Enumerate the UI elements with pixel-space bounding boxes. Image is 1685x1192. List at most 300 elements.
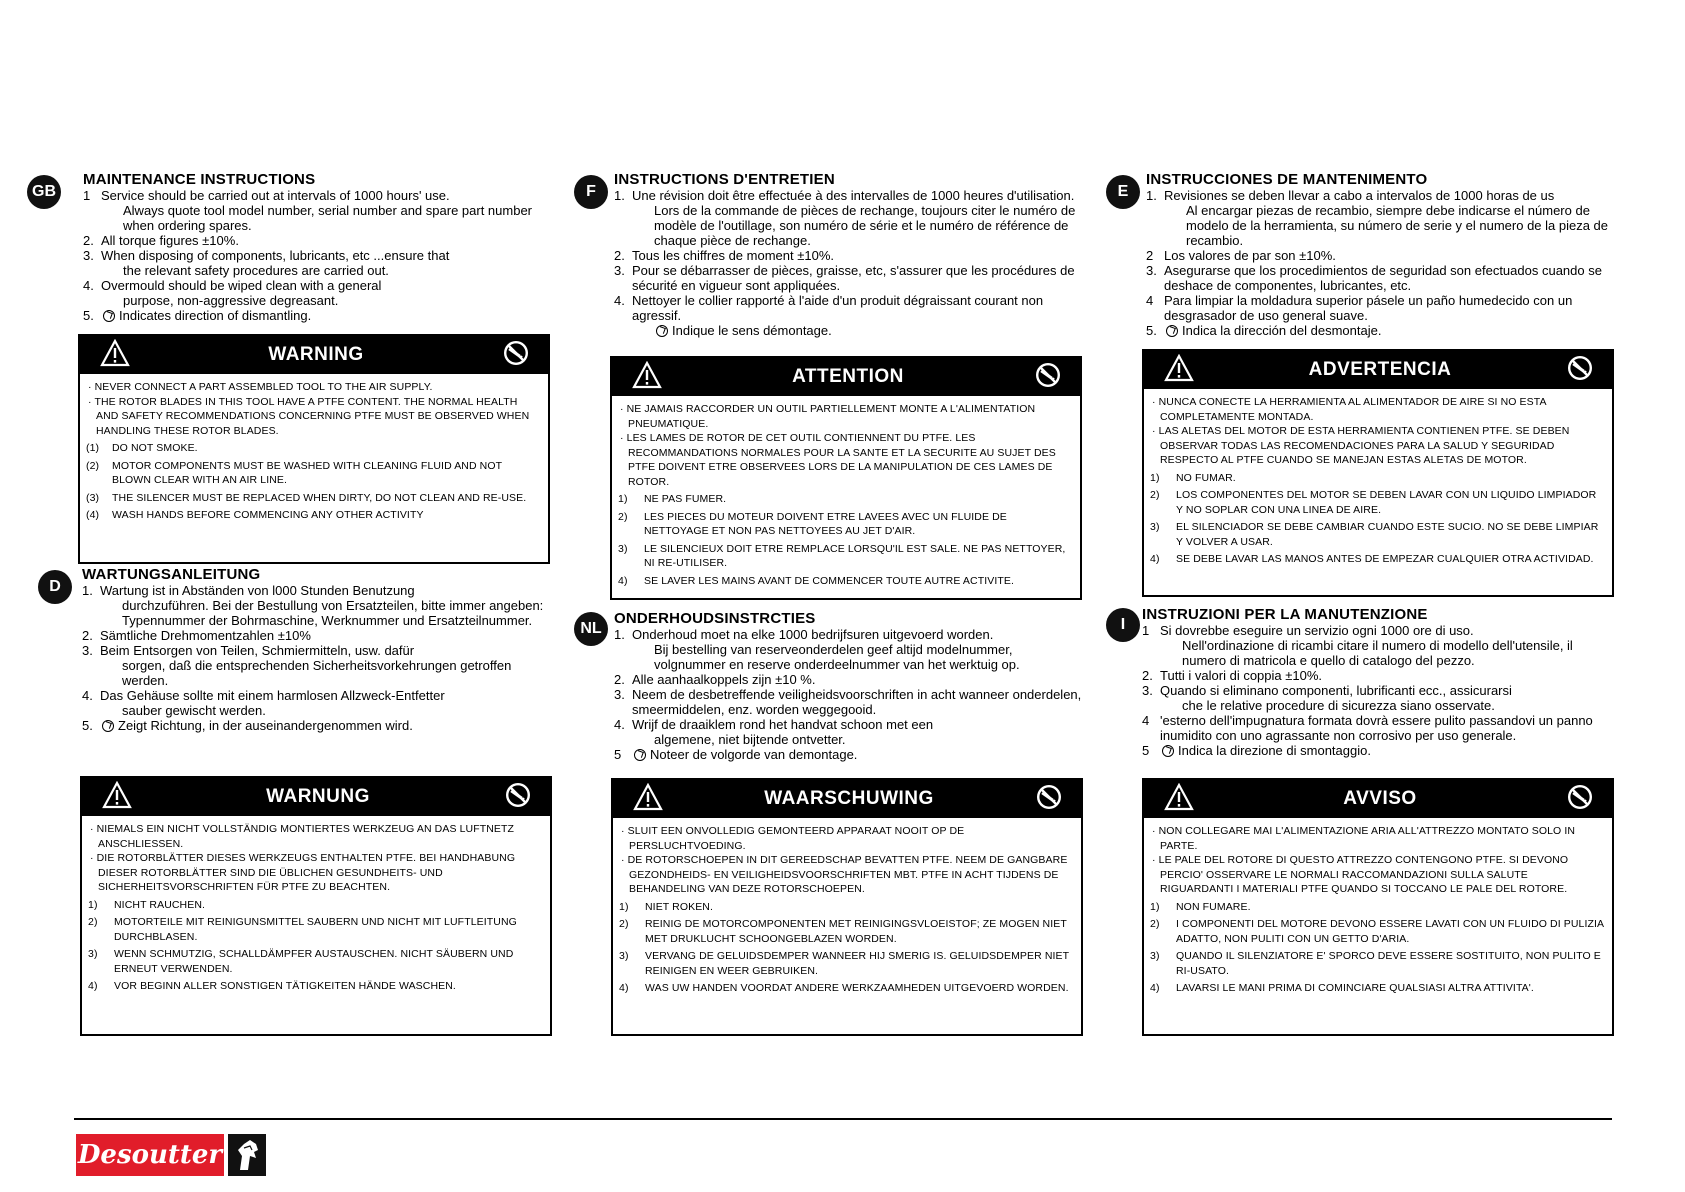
- warning-item-text: VOR BEGINN ALLER SONSTIGEN TÄTIGKEITEN HÄNDE WASCHEN.: [114, 980, 456, 992]
- bullet-dot: ·: [88, 381, 95, 393]
- instruction-number: 4.: [614, 717, 625, 732]
- instruction-subtext-content: Always quote tool model number, serial number and spare part number when ordering spares.: [123, 203, 532, 233]
- warning-item-text: QUANDO IL SILENZIATORE E' SPORCO DEVE ESSERE SOSTITUITO, NON PULITO E RI-USATO.: [1176, 950, 1601, 977]
- warning-bullet: [1150, 395, 1604, 424]
- warning-bullet-text: DIE ROTORBLÄTTER DIESES WERKZEUGS ENTHALTEN PTFE. BEI HANDHABUNG DIESER ROTORBLÄTTER SIND DIE ÜBLICHEN GESUNDHEITS- UND SICHERHEITSVORSCHRIFTEN FÜR PTFE ZU BEACHTEN.: [96, 852, 516, 893]
- warning-item-text: NON FUMARE.: [1176, 900, 1251, 913]
- instruction-subtext-content: Bij bestelling van reserveonderdelen geef altijd modelnummer, volgnummer en reserve onderdeelnummer van het werktuig op.: [654, 642, 1020, 672]
- footer-rule: [74, 1118, 1612, 1120]
- instruction-text-block: [1160, 743, 1612, 758]
- bullet-dot: ·: [1152, 425, 1159, 437]
- bullet-dot: ·: [1152, 396, 1159, 408]
- warning-item-number: 2): [88, 916, 98, 928]
- bullet-dot: ·: [1152, 825, 1159, 837]
- warning-item-number: 4): [1150, 982, 1160, 994]
- instruction-subtext: [1160, 638, 1612, 668]
- instruction-subtext-content: Al encargar piezas de recambio, siempre debe indicarse el número de modelo de la herramienta, su número de serie y el numero de la pieza de recambio.: [1186, 203, 1609, 248]
- section-title: INSTRUCCIONES DE MANTENIMENTO: [1146, 171, 1428, 188]
- instruction-text: Asegurarse que los procedimientos de seguridad son efectuados cuando se deshace de componentes, lubricantes, etc.: [1164, 263, 1602, 293]
- warning-item: [1150, 900, 1604, 915]
- warning-item: [88, 979, 542, 994]
- warning-item-text: SE LAVER LES MAINS AVANT DE COMMENCER TOUTE AUTRE ACTIVITE.: [644, 574, 1014, 587]
- instruction-item: [1142, 683, 1612, 713]
- instruction-number: 2.: [1142, 668, 1153, 683]
- instruction-subtext: [632, 642, 1084, 672]
- instruction-item: [614, 248, 1084, 263]
- instruction-number: 4.: [82, 688, 93, 703]
- instruction-subtext-content: che le relative procedure di sicurezza siano osservate.: [1182, 698, 1495, 713]
- warning-item: [86, 508, 540, 523]
- instruction-number: 2.: [614, 672, 625, 687]
- instruction-number: 1.: [1146, 188, 1157, 203]
- warning-item-number: 4): [618, 574, 628, 587]
- instruction-text: Alle aanhaalkoppels zijn ±10 %.: [632, 672, 816, 687]
- warning-item-text: LES PIECES DU MOTEUR DOIVENT ETRE LAVEES AVEC UN FLUIDE DE NETTOYAGE ET NON PAS NETTOYEES AU JET D'AIR.: [644, 510, 1007, 537]
- instruction-text: All torque figures ±10%.: [101, 233, 239, 248]
- warning-item-text: NO FUMAR.: [1176, 471, 1236, 484]
- instruction-item: [614, 263, 1084, 293]
- instruction-text: Pour se débarrasser de pièces, graisse, etc, s'assurer que les procédures de sécurité en vigueur sont appliquées.: [632, 263, 1075, 293]
- horse-head-icon: [228, 1134, 266, 1176]
- warning-item-text: LAVARSI LE MANI PRIMA DI COMINCIARE QUALSIASI ALTRA ATTIVITA'.: [1176, 982, 1534, 994]
- warning-bullet-text: THE ROTOR BLADES IN THIS TOOL HAVE A PTFE CONTENT. THE NORMAL HEALTH AND SAFETY RECOMMENDATIONS CONCERNING PTFE MUST BE OBSERVED WHEN HANDLING THESE ROTOR BLADES.: [94, 395, 530, 437]
- warning-title: ADVERTENCIA: [1308, 359, 1452, 380]
- warning-item-text: NICHT RAUCHEN.: [114, 898, 206, 911]
- warning-item-text: MOTORTEILE MIT REINIGUNSMITTEL SAUBERN UND NICHT MIT LUFTLEITUNG DURCHBLASEN.: [114, 916, 517, 943]
- instruction-number: 3.: [1142, 683, 1153, 698]
- warning-box-e: [1142, 349, 1614, 597]
- warning-item-text: NIET ROKEN.: [645, 900, 714, 913]
- dismantle-direction-icon: [102, 720, 114, 732]
- instruction-text-block: [100, 718, 552, 733]
- bullet-dot: ·: [90, 852, 97, 864]
- instruction-text-block: [101, 248, 553, 278]
- warning-item-number: 4): [88, 980, 98, 992]
- instruction-text-block: [1164, 293, 1616, 323]
- warning-item-number: 1): [88, 898, 98, 911]
- warning-triangle-icon: [632, 361, 662, 394]
- instruction-text: Onderhoud moet na elke 1000 bedrijfsuren uitgevoerd worden.: [632, 627, 994, 642]
- instruction-subtext: [100, 598, 552, 628]
- warning-item-text: WAS UW HANDEN VOORDAT ANDERE WERKZAAMHEDEN UITGEVOERD WORDEN.: [645, 982, 1069, 994]
- warning-item-text: LE SILENCIEUX DOIT ETRE REMPLACE LORSQU'IL EST SALE. NE PAS NETTOYER, NI RE-UTILISER.: [644, 542, 1066, 569]
- instruction-text: Overmould should be wiped clean with a general: [101, 278, 382, 293]
- instruction-item: [614, 672, 1084, 687]
- warning-item-number: 4): [1150, 553, 1160, 565]
- warning-triangle-icon: [100, 339, 130, 372]
- warning-bullet-text: NEVER CONNECT A PART ASSEMBLED TOOL TO THE AIR SUPPLY.: [94, 381, 433, 393]
- instruction-number: 5.: [82, 718, 93, 733]
- warning-bullet: [618, 402, 1072, 431]
- instruction-subtext: [1160, 698, 1612, 713]
- instruction-text-block: [100, 688, 552, 718]
- warning-title: WARNUNG: [266, 786, 370, 807]
- instruction-text: Tous les chiffres de moment ±10%.: [632, 248, 834, 263]
- instruction-subtext: [100, 703, 552, 718]
- instruction-item: [83, 308, 553, 323]
- warning-box-nl: [611, 778, 1083, 1036]
- bullet-dot: ·: [88, 395, 95, 408]
- instruction-text: Sämtliche Drehmomentzahlen ±10%: [100, 628, 311, 643]
- warning-title: WAARSCHUWING: [764, 788, 934, 809]
- instruction-subtext-content: sorgen, daß die entsprechenden Sicherheitsvorkehrungen getroffen werden.: [122, 658, 512, 688]
- warning-bullet: [619, 853, 1073, 897]
- section-i: [1120, 606, 1612, 758]
- warning-item: [618, 510, 1072, 539]
- instruction-number: 4.: [83, 278, 94, 293]
- warning-item-number: 3): [1150, 950, 1160, 962]
- instruction-subtext: [632, 323, 1084, 338]
- instruction-subtext: [1164, 203, 1616, 248]
- warning-item: [86, 491, 540, 506]
- instruction-text-block: [632, 248, 1084, 263]
- instruction-text-block: [101, 233, 553, 248]
- instruction-text: Indica la direzione di smontaggio.: [1178, 743, 1371, 758]
- instruction-list: [82, 583, 552, 733]
- section-title: MAINTENANCE INSTRUCTIONS: [83, 171, 316, 188]
- instruction-text-block: [632, 687, 1084, 717]
- dismantle-direction-icon: [103, 310, 115, 322]
- warning-item: [1150, 520, 1604, 549]
- warning-item-number: 3): [1150, 521, 1160, 533]
- instruction-text-block: [1160, 668, 1612, 683]
- instruction-number: 3.: [1146, 263, 1157, 278]
- no-smoking-icon: [1034, 361, 1062, 394]
- instruction-number: 5: [1142, 743, 1150, 758]
- instruction-number: 3.: [82, 643, 93, 658]
- section-title: INSTRUCTIONS D'ENTRETIEN: [614, 171, 835, 188]
- warning-triangle-icon: [633, 783, 663, 816]
- instruction-text: Beim Entsorgen von Teilen, Schmiermitteln, usw. dafür: [100, 643, 415, 658]
- dismantle-direction-icon: [1166, 325, 1178, 337]
- instruction-text-block: [632, 627, 1084, 672]
- warning-bullet-text: DE ROTORSCHOEPEN IN DIT GEREEDSCHAP BEVATTEN PTFE. NEEM DE GANGBARE GEZONDHEIDS- EN VEILIGHEIDSVOORSCHRIFTEN MBT. PTFE IN ACHT TIJDENS DE BEHANDELING VAN DEZE ROTORSCHOEPEN.: [627, 854, 1068, 895]
- instruction-number: 3.: [614, 263, 625, 278]
- warning-item-number: 4): [619, 982, 629, 994]
- warning-bullet: [618, 431, 1072, 489]
- section-title: WARTUNGSANLEITUNG: [82, 566, 261, 583]
- warning-bullet-text: NIEMALS EIN NICHT VOLLSTÄNDIG MONTIERTES WERKZEUG AN DAS LUFTNETZ ANSCHLIESSEN.: [96, 823, 515, 850]
- instruction-item: [83, 278, 553, 308]
- instruction-number: 3.: [83, 248, 94, 263]
- instruction-text-block: [100, 628, 552, 643]
- warning-item-number: 2): [619, 918, 629, 930]
- instruction-text: Zeigt Richtung, in der auseinandergenommen wird.: [118, 718, 413, 733]
- desoutter-logo: [76, 1134, 266, 1176]
- instruction-text-block: [1164, 188, 1616, 248]
- instruction-text-block: [1164, 323, 1616, 338]
- instruction-number: 2: [1146, 248, 1154, 263]
- instruction-subtext: [100, 658, 552, 688]
- warning-header: [612, 358, 1080, 396]
- instruction-text: Tutti i valori di coppia ±10%.: [1160, 668, 1323, 683]
- instruction-text-block: [1164, 248, 1616, 263]
- no-smoking-icon: [502, 339, 530, 372]
- instruction-text-block: [100, 583, 552, 628]
- instruction-item: [614, 687, 1084, 717]
- warning-title: ATTENTION: [792, 366, 904, 387]
- instruction-text-block: [101, 188, 553, 233]
- bullet-dot: ·: [620, 432, 627, 444]
- warning-item-text: NE PAS FUMER.: [644, 493, 727, 505]
- lang-badge-f: F: [574, 175, 608, 209]
- warning-item-text: VERVANG DE GELUIDSDEMPER WANNEER HIJ SMERIG IS. GELUIDSDEMPER NIET REINIGEN EN WEER GEBRUIKEN.: [645, 950, 1069, 977]
- warning-item-number: (1): [86, 442, 100, 454]
- bullet-dot: ·: [621, 854, 628, 866]
- instruction-subtext-content: durchzuführen. Bei der Bestullung von Ersatzteilen, bitte immer angeben: Typennummer der Bohrmaschine, Werknummer und Ersatzteilnummer.: [122, 598, 544, 628]
- instruction-text: Noteer de volgorde van demontage.: [650, 747, 858, 762]
- instruction-text-block: [101, 308, 553, 323]
- instruction-number: 1: [83, 188, 91, 203]
- warning-bullet-text: NON COLLEGARE MAI L'ALIMENTAZIONE ARIA ALL'ATTREZZO MONTATO SOLO IN PARTE.: [1158, 825, 1576, 852]
- instruction-number: 4: [1142, 713, 1150, 728]
- warning-triangle-icon: [102, 781, 132, 814]
- instruction-text-block: [1160, 623, 1612, 668]
- warning-item: [88, 898, 542, 913]
- warning-title: WARNING: [268, 344, 364, 365]
- warning-box-f: [610, 356, 1082, 600]
- bullet-dot: ·: [620, 403, 627, 415]
- section-gb: [32, 171, 553, 323]
- instruction-number: 2.: [82, 628, 93, 643]
- warning-item: [1150, 917, 1604, 946]
- instruction-item: [1146, 263, 1616, 293]
- warning-item-number: 1): [618, 493, 628, 505]
- instruction-item: [82, 688, 552, 718]
- instruction-item: [614, 627, 1084, 672]
- instruction-item: [83, 233, 553, 248]
- section-f: [586, 171, 1084, 338]
- section-d: [49, 566, 552, 733]
- no-smoking-icon: [504, 781, 532, 814]
- instruction-text: Das Gehäuse sollte mit einem harmlosen Allzweck-Entfetter: [100, 688, 445, 703]
- warning-item-number: 1): [1150, 471, 1160, 484]
- warning-bullet: [88, 822, 542, 851]
- warning-box-d: [80, 776, 552, 1036]
- instruction-number: 1.: [614, 627, 625, 642]
- warning-header: [80, 336, 548, 374]
- instruction-item: [1142, 623, 1612, 668]
- warning-item: [619, 900, 1073, 915]
- instruction-list: [1146, 188, 1616, 338]
- instruction-item: [82, 643, 552, 688]
- bullet-dot: ·: [90, 823, 97, 835]
- warning-item-text: MOTOR COMPONENTS MUST BE WASHED WITH CLEANING FLUID AND NOT BLOWN CLEAR WITH AN AIR LINE.: [112, 459, 502, 486]
- instruction-subtext-content: Indique le sens démontage.: [672, 323, 832, 338]
- instruction-item: [82, 718, 552, 733]
- instruction-subtext-content: Nell'ordinazione di ricambi citare il numero di modello dell'utensile, il numero di matricola e quello di catalogo del pezzo.: [1182, 638, 1573, 668]
- instruction-number: 1.: [614, 188, 625, 203]
- instruction-number: 4: [1146, 293, 1154, 308]
- warning-item-text: LOS COMPONENTES DEL MOTOR SE DEBEN LAVAR CON UN LIQUIDO LIMPIADOR Y NO SOPLAR CON UNA LINEA DE AIRE.: [1176, 489, 1597, 516]
- instruction-item: [1146, 248, 1616, 263]
- instruction-list: [614, 188, 1084, 338]
- warning-bullet: [88, 851, 542, 895]
- warning-header: [82, 778, 550, 816]
- instruction-subtext-content: algemene, niet bijtende ontvetter.: [654, 732, 846, 747]
- instruction-number: 5.: [83, 308, 94, 323]
- instruction-list: [1142, 623, 1612, 758]
- warning-item: [618, 574, 1072, 589]
- instruction-text-block: [632, 717, 1084, 747]
- warning-body: [1144, 389, 1612, 571]
- warning-item: [86, 459, 540, 488]
- instruction-subtext-content: Lors de la commande de pièces de rechange, toujours citer le numéro de modèle de l'outillage, son numéro de série et le numéro de référence de chaque pièce de rechange.: [654, 203, 1076, 248]
- instruction-subtext: [101, 203, 553, 233]
- warning-header: [1144, 780, 1612, 818]
- lang-badge-nl: NL: [574, 612, 608, 646]
- warning-item-number: 3): [619, 950, 629, 962]
- warning-box-i: [1142, 778, 1614, 1036]
- instruction-item: [614, 717, 1084, 747]
- instruction-text-block: [632, 747, 1084, 762]
- section-e: [1117, 171, 1616, 338]
- bullet-dot: ·: [1152, 854, 1159, 866]
- instruction-number: 4.: [614, 293, 625, 308]
- warning-item-number: 1): [619, 900, 629, 913]
- instruction-subtext: [632, 732, 1084, 747]
- warning-item-number: 2): [618, 510, 628, 523]
- instruction-text: Indica la dirección del desmontaje.: [1182, 323, 1382, 338]
- instruction-item: [82, 583, 552, 628]
- instruction-text: Quando si eliminano componenti, lubrificanti ecc., assicurarsi: [1160, 683, 1512, 698]
- instruction-item: [83, 248, 553, 278]
- warning-body: [80, 374, 548, 527]
- warning-item: [619, 917, 1073, 946]
- instruction-number: 5.: [1146, 323, 1157, 338]
- instruction-subtext: [101, 293, 553, 308]
- instruction-subtext: [101, 263, 553, 278]
- instruction-text: When disposing of components, lubricants, etc ...ensure that: [101, 248, 450, 263]
- lang-badge-i: I: [1106, 608, 1140, 642]
- warning-item-text: I COMPONENTI DEL MOTORE DEVONO ESSERE LAVATI CON UN FLUIDO DI PULIZIA ADATTO, NON PULITI CON UN GETTO D'ARIA.: [1176, 918, 1604, 945]
- instruction-item: [82, 628, 552, 643]
- no-smoking-icon: [1566, 354, 1594, 387]
- warning-item-text: REINIG DE MOTORCOMPONENTEN MET REINIGINGSVLOEISTOF; ZE MOGEN NIET MET DRUKLUCHT SCHOONGEBLAZEN WORDEN.: [645, 918, 1067, 945]
- warning-triangle-icon: [1164, 783, 1194, 816]
- dismantle-direction-icon: [656, 325, 668, 337]
- instruction-text: Indicates direction of dismantling.: [119, 308, 312, 323]
- instruction-text: Revisiones se deben llevar a cabo a intervalos de 1000 horas de us: [1164, 188, 1555, 203]
- instruction-text-block: [1164, 263, 1616, 293]
- warning-bullet: [86, 380, 540, 395]
- warning-item: [1150, 981, 1604, 996]
- instruction-subtext-content: the relevant safety procedures are carried out.: [123, 263, 389, 278]
- dismantle-direction-icon: [634, 749, 646, 761]
- instruction-item: [614, 293, 1084, 338]
- instruction-text: Nettoyer le collier rapporté à l'aide d'un produit dégraissant courant non agressif.: [632, 293, 1044, 323]
- warning-bullet: [1150, 824, 1604, 853]
- warning-bullet: [1150, 853, 1604, 897]
- warning-title: AVVISO: [1343, 788, 1417, 809]
- instruction-item: [83, 188, 553, 233]
- warning-body: [82, 816, 550, 998]
- instruction-item: [1142, 668, 1612, 683]
- warning-item: [618, 542, 1072, 571]
- warning-header: [1144, 351, 1612, 389]
- instruction-subtext-content: purpose, non-aggressive degreasant.: [123, 293, 339, 308]
- instruction-number: 3.: [614, 687, 625, 702]
- lang-badge-gb: GB: [27, 175, 61, 209]
- section-title: ONDERHOUDSINSTRCTIES: [614, 610, 816, 627]
- warning-item-text: THE SILENCER MUST BE REPLACED WHEN DIRTY, DO NOT CLEAN AND RE-USE.: [112, 491, 527, 504]
- warning-item: [619, 981, 1073, 996]
- instruction-text: Wartung ist in Abständen von l000 Stunden Benutzung: [100, 583, 415, 598]
- instruction-number: 1: [1142, 623, 1150, 638]
- lang-badge-e: E: [1106, 175, 1140, 209]
- warning-bullet-text: LES LAMES DE ROTOR DE CET OUTIL CONTIENNENT DU PTFE. LES RECOMMANDATIONS NORMALES POUR LA SANTE ET LA SECURITE AU SUJET DES PTFE DOIVENT ETRE OBSERVEES LORS DE LA MANIPULATION DE CES LAMES DE ROTOR.: [626, 432, 1056, 488]
- instruction-number: 2.: [83, 233, 94, 248]
- instruction-text: Si dovrebbe eseguire un servizio ogni 1000 ore di uso.: [1160, 623, 1474, 638]
- warning-body: [612, 396, 1080, 592]
- warning-item-number: 1): [1150, 900, 1160, 913]
- warning-item: [619, 949, 1073, 978]
- instruction-text-block: [632, 263, 1084, 293]
- warning-item-text: DO NOT SMOKE.: [112, 442, 198, 454]
- dismantle-direction-icon: [1162, 745, 1174, 757]
- warning-bullet: [1150, 424, 1604, 468]
- instruction-text: Une révision doit être effectuée à des intervalles de 1000 heures d'utilisation.: [632, 188, 1075, 203]
- warning-item: [88, 915, 542, 944]
- warning-item-text: SE DEBE LAVAR LAS MANOS ANTES DE EMPEZAR CUALQUIER OTRA ACTIVIDAD.: [1176, 553, 1594, 565]
- instruction-text: Neem de desbetreffende veiligheidsvoorschriften in acht wanneer onderdelen, smeermiddelen, enz. worden weggegooid.: [632, 687, 1082, 717]
- instruction-text: 'esterno dell'impugnatura formata dovrà essere pulito passandovi un panno inumidito con uno agrassante non corrosivo per uso generale.: [1160, 713, 1593, 743]
- warning-bullet: [86, 395, 540, 439]
- warning-bullet-text: LAS ALETAS DEL MOTOR DE ESTA HERRAMIENTA CONTIENEN PTFE. SE DEBEN OBSERVAR TODAS LAS RECOMENDACIONES PARA LA SALUD Y SEGURIDAD RESPECTO AL PTFE CUANDO SE MANEJAN ESTAS ALETAS DE MOTOR.: [1158, 425, 1570, 466]
- warning-item-number: 3): [88, 948, 98, 960]
- warning-bullet-text: NE JAMAIS RACCORDER UN OUTIL PARTIELLEMENT MONTE A L'ALIMENTATION PNEUMATIQUE.: [626, 403, 1036, 430]
- instruction-text-block: [1160, 683, 1612, 713]
- no-smoking-icon: [1035, 783, 1063, 816]
- instruction-text-block: [632, 188, 1084, 248]
- warning-bullet-text: NUNCA CONECTE LA HERRAMIENTA AL ALIMENTADOR DE AIRE SI NO ESTA COMPLETAMENTE MONTADA.: [1158, 396, 1547, 423]
- instruction-text: Los valores de par son ±10%.: [1164, 248, 1336, 263]
- instruction-number: 2.: [614, 248, 625, 263]
- instruction-text-block: [1160, 713, 1612, 743]
- warning-body: [1144, 818, 1612, 1000]
- instruction-subtext-content: sauber gewischt werden.: [122, 703, 266, 718]
- warning-body: [613, 818, 1081, 1000]
- warning-item-number: (2): [86, 459, 100, 472]
- section-title: INSTRUZIONI PER LA MANUTENZIONE: [1142, 606, 1428, 623]
- warning-item-number: (3): [86, 491, 100, 504]
- warning-bullet-text: SLUIT EEN ONVOLLEDIG GEMONTEERD APPARAAT NOOIT OP DE PERSLUCHTVOEDING.: [627, 825, 965, 852]
- instruction-subtext: [632, 203, 1084, 248]
- instruction-text-block: [632, 672, 1084, 687]
- warning-item: [618, 492, 1072, 507]
- warning-item: [88, 947, 542, 976]
- instruction-list: [614, 627, 1084, 762]
- warning-item-number: 2): [1150, 918, 1160, 930]
- warning-item-text: WASH HANDS BEFORE COMMENCING ANY OTHER ACTIVITY: [112, 509, 424, 521]
- logo-wordmark: Desoutter: [76, 1134, 224, 1176]
- instruction-item: [1142, 743, 1612, 758]
- instruction-text-block: [100, 643, 552, 688]
- instruction-item: [614, 188, 1084, 248]
- instruction-item: [1146, 293, 1616, 323]
- warning-item-number: (4): [86, 509, 100, 521]
- instruction-text-block: [632, 293, 1084, 338]
- warning-item-text: EL SILENCIADOR SE DEBE CAMBIAR CUANDO ESTE SUCIO. NO SE DEBE LIMPIAR Y VOLVER A USAR.: [1176, 521, 1599, 548]
- warning-item-number: 2): [1150, 489, 1160, 501]
- instruction-item: [1146, 323, 1616, 338]
- warning-item: [86, 441, 540, 456]
- instruction-number: 1.: [82, 583, 93, 598]
- instruction-item: [1142, 713, 1612, 743]
- no-smoking-icon: [1566, 783, 1594, 816]
- instruction-text-block: [101, 278, 553, 308]
- warning-item-number: 3): [618, 542, 628, 555]
